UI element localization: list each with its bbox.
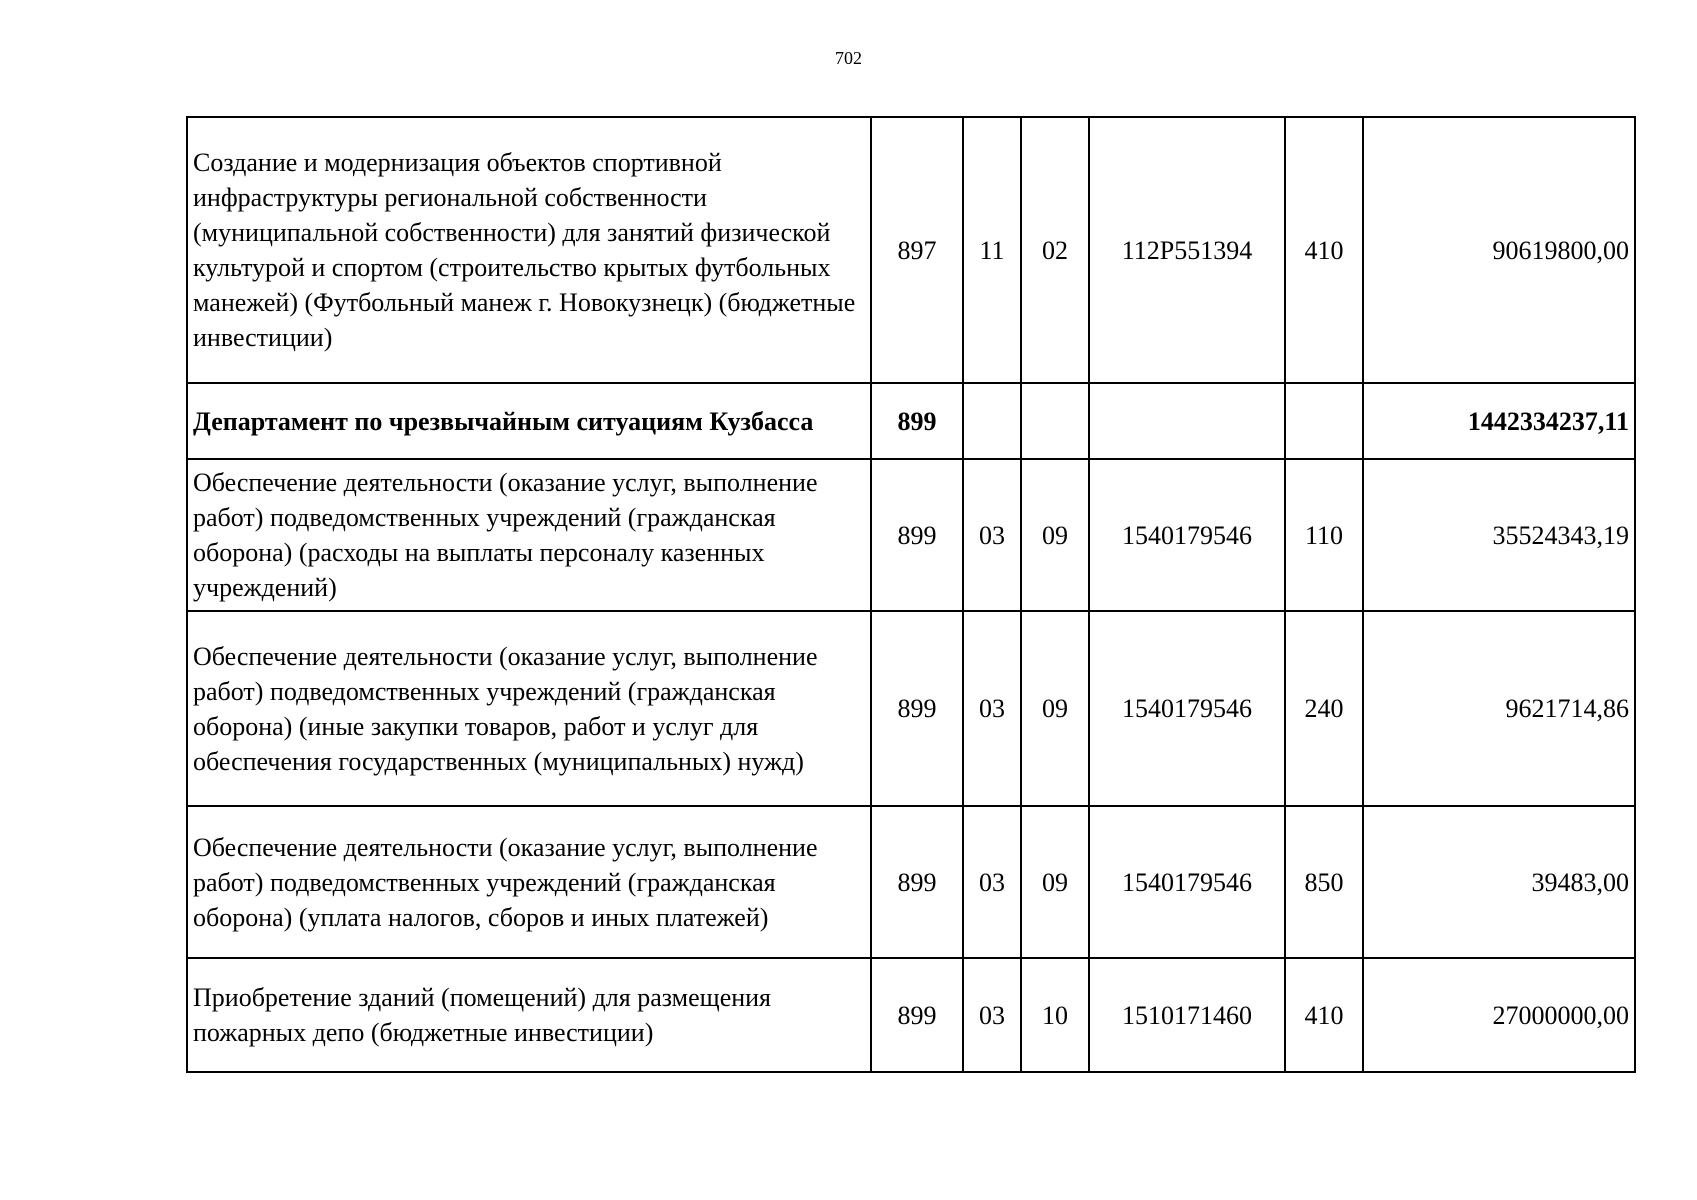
ministry-code: 899 [871,806,963,958]
amount: 90619800,00 [1363,117,1635,383]
expense-type-code: 850 [1285,806,1363,958]
ministry-code: 899 [871,958,963,1072]
expense-type-code: 410 [1285,958,1363,1072]
budget-table [186,116,1636,1073]
expense-type-code: 240 [1285,611,1363,806]
target-article-code: 1510171460 [1089,958,1285,1072]
section-code [963,383,1021,459]
row-description: Департамент по чрезвычайным ситуациям Кузбасса [187,383,871,459]
row-description: Приобретение зданий (помещений) для размещения пожарных депо (бюджетные инвестиции) [187,958,871,1072]
subsection-code [1021,383,1089,459]
ministry-code: 899 [871,383,963,459]
expense-type-code [1285,383,1363,459]
section-code: 03 [963,958,1021,1072]
expense-type-code: 110 [1285,459,1363,611]
table-row [187,117,1635,383]
expense-type-code: 410 [1285,117,1363,383]
amount: 9621714,86 [1363,611,1635,806]
amount: 39483,00 [1363,806,1635,958]
amount: 27000000,00 [1363,958,1635,1072]
ministry-code: 899 [871,611,963,806]
subsection-code: 02 [1021,117,1089,383]
row-description: Обеспечение деятельности (оказание услуг, выполнение работ) подведомственных учреждений (гражданская оборона) (расходы на выплаты персоналу казенных учреждений) [187,459,871,611]
subsection-code: 09 [1021,611,1089,806]
ministry-code: 899 [871,459,963,611]
ministry-code: 897 [871,117,963,383]
section-code: 03 [963,806,1021,958]
page-number: 702 [835,48,862,68]
table-row [187,611,1635,806]
target-article-code: 112P551394 [1089,117,1285,383]
table-row [187,806,1635,958]
section-code: 11 [963,117,1021,383]
target-article-code: 1540179546 [1089,806,1285,958]
row-description: Обеспечение деятельности (оказание услуг, выполнение работ) подведомственных учреждений (гражданская оборона) (иные закупки товаров, работ и услуг для обеспечения государственных (муниципальных) нужд) [187,611,871,806]
row-description: Обеспечение деятельности (оказание услуг, выполнение работ) подведомственных учреждений (гражданская оборона) (уплата налогов, сборов и иных платежей) [187,806,871,958]
subsection-code: 09 [1021,806,1089,958]
section-code: 03 [963,459,1021,611]
table-row [187,958,1635,1072]
amount: 1442334237,11 [1363,383,1635,459]
amount: 35524343,19 [1363,459,1635,611]
row-description: Создание и модернизация объектов спортивной инфраструктуры региональной собственности (муниципальной собственности) для занятий физической культурой и спортом (строительство крытых футбольных манежей) (Футбольный манеж г. Новокузнецк) (бюджетные инвестиции) [187,117,871,383]
table-row [187,459,1635,611]
table-row-department [187,383,1635,459]
subsection-code: 10 [1021,958,1089,1072]
target-article-code [1089,383,1285,459]
target-article-code: 1540179546 [1089,611,1285,806]
subsection-code: 09 [1021,459,1089,611]
section-code: 03 [963,611,1021,806]
target-article-code: 1540179546 [1089,459,1285,611]
